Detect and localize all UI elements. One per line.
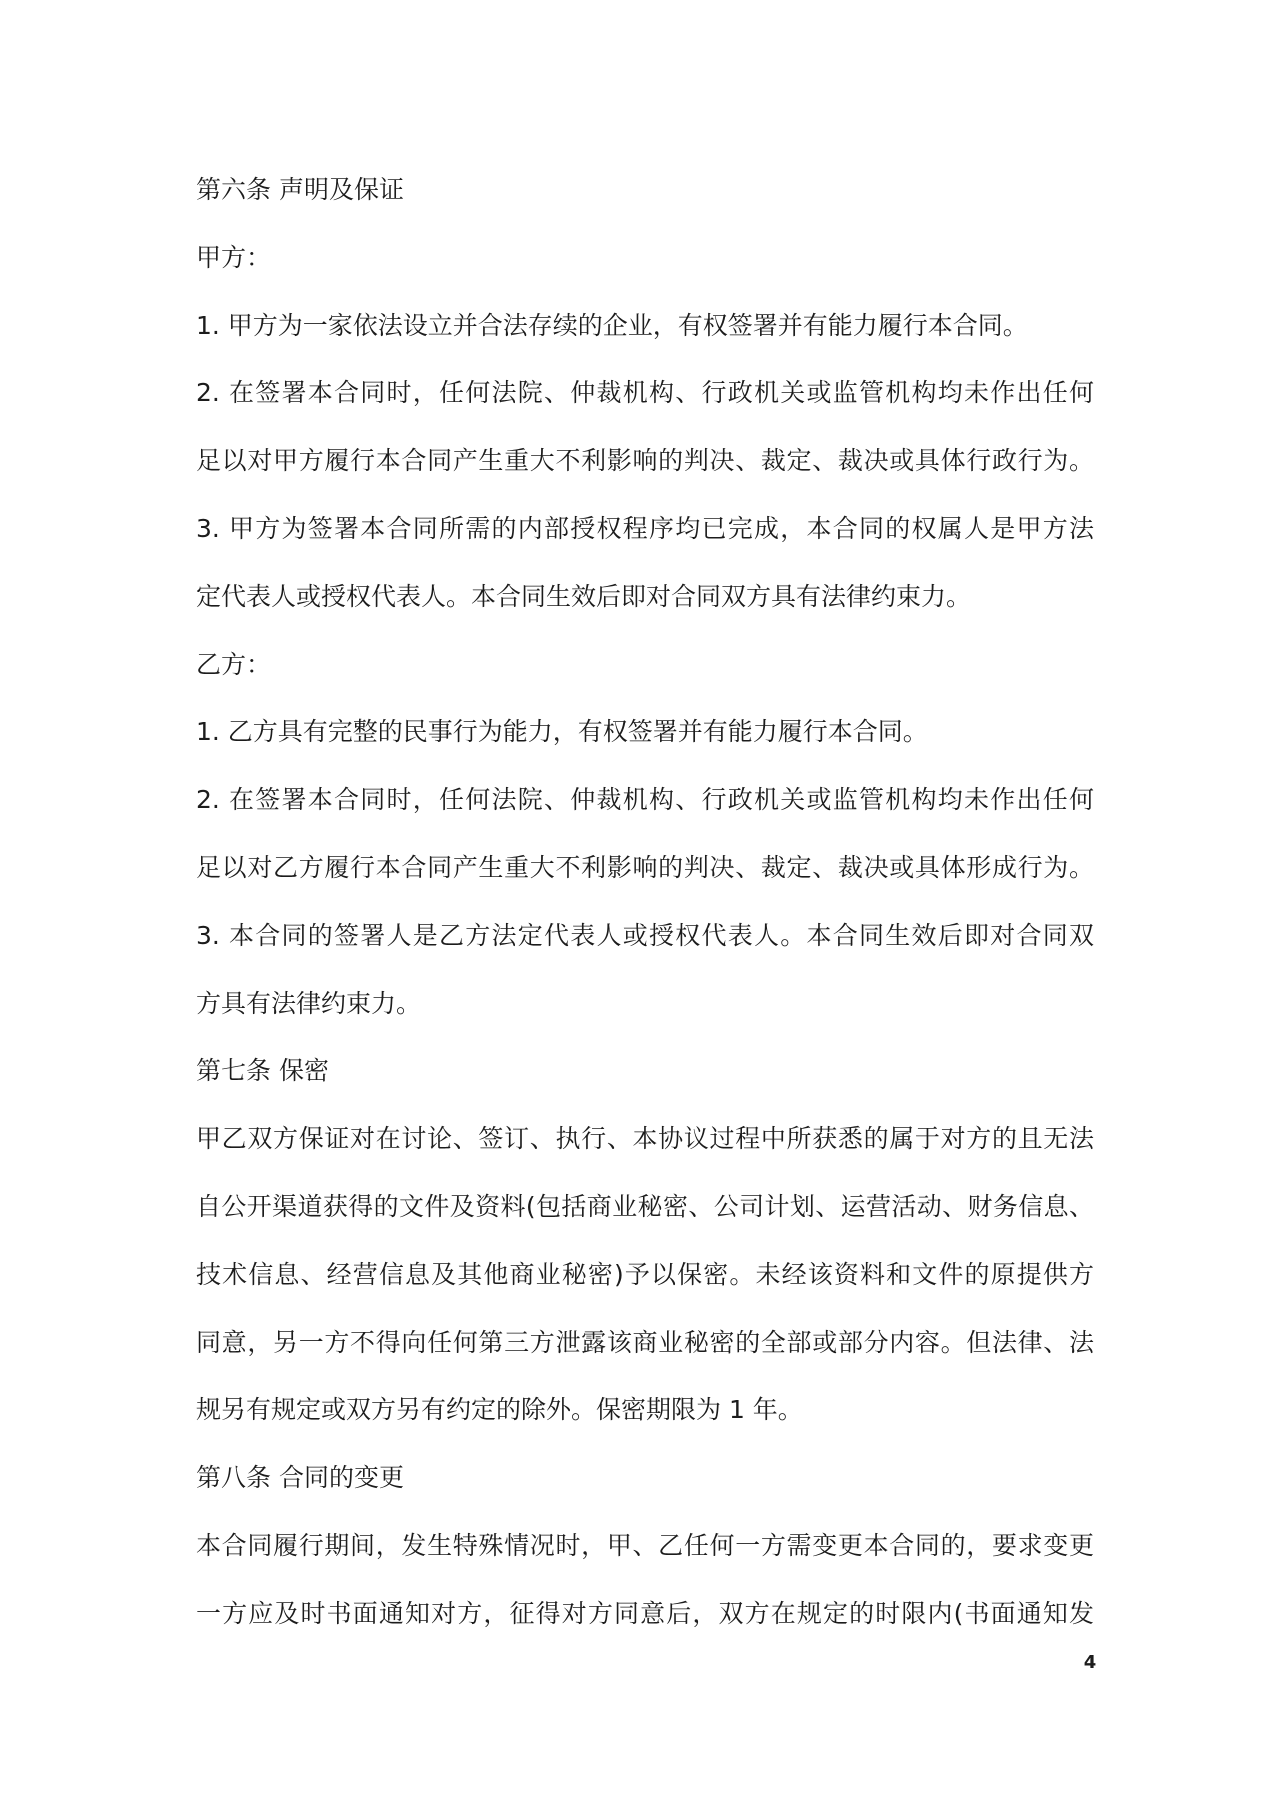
- document-body: [196, 156, 1094, 1648]
- party-b-clause-2-line-1: 2. 在签署本合同时，任何法院、仲裁机构、行政机关或监管机构均未作出任何: [196, 785, 1094, 815]
- section-heading-7: 第七条 保密: [196, 1056, 329, 1086]
- party-a-heading: 甲方：: [196, 242, 272, 272]
- party-a-clause-2-line-1: 2. 在签署本合同时，任何法院、仲裁机构、行政机关或监管机构均未作出任何: [196, 378, 1094, 408]
- party-a-clause-1: 1. 甲方为一家依法设立并合法存续的企业，有权签署并有能力履行本合同。: [196, 310, 1028, 340]
- confidentiality-line-4: 同意，另一方不得向任何第三方泄露该商业秘密的全部或部分内容。但法律、法: [196, 1327, 1094, 1357]
- party-b-clause-3-line-1: 3. 本合同的签署人是乙方法定代表人或授权代表人。本合同生效后即对合同双: [196, 920, 1094, 950]
- section-heading-6: 第六条 声明及保证: [196, 175, 404, 204]
- party-b-clause-3-line-2: 方具有法律约束力。: [196, 988, 422, 1018]
- section-heading-8: 第八条 合同的变更: [196, 1463, 404, 1493]
- party-a-clause-3-line-2: 定代表人或授权代表人。本合同生效后即对合同双方具有法律约束力。: [196, 581, 972, 611]
- contract-change-line-1: 本合同履行期间，发生特殊情况时，甲、乙任何一方需变更本合同的，要求变更: [196, 1530, 1094, 1560]
- party-a-clause-2-line-2: 足以对甲方履行本合同产生重大不利影响的判决、裁定、裁决或具体行政行为。: [196, 446, 1094, 476]
- confidentiality-line-2: 自公开渠道获得的文件及资料(包括商业秘密、公司计划、运营活动、财务信息、: [196, 1191, 1094, 1221]
- party-b-clause-2-line-2: 足以对乙方履行本合同产生重大不利影响的判决、裁定、裁决或具体形成行为。: [196, 852, 1094, 882]
- confidentiality-line-5: 规另有规定或双方另有约定的除外。保密期限为 1 年。: [196, 1395, 803, 1425]
- party-b-clause-1: 1. 乙方具有完整的民事行为能力，有权签署并有能力履行本合同。: [196, 717, 928, 747]
- confidentiality-line-1: 甲乙双方保证对在讨论、签订、执行、本协议过程中所获悉的属于对方的且无法: [196, 1124, 1094, 1154]
- party-b-heading: 乙方：: [196, 649, 272, 679]
- contract-change-line-2: 一方应及时书面通知对方，征得对方同意后，双方在规定的时限内(书面通知发: [196, 1598, 1094, 1628]
- confidentiality-line-3: 技术信息、经营信息及其他商业秘密)予以保密。未经该资料和文件的原提供方: [196, 1259, 1094, 1289]
- party-a-clause-3-line-1: 3. 甲方为签署本合同所需的内部授权程序均已完成，本合同的权属人是甲方法: [196, 513, 1094, 543]
- page-number: 4: [1083, 1652, 1097, 1673]
